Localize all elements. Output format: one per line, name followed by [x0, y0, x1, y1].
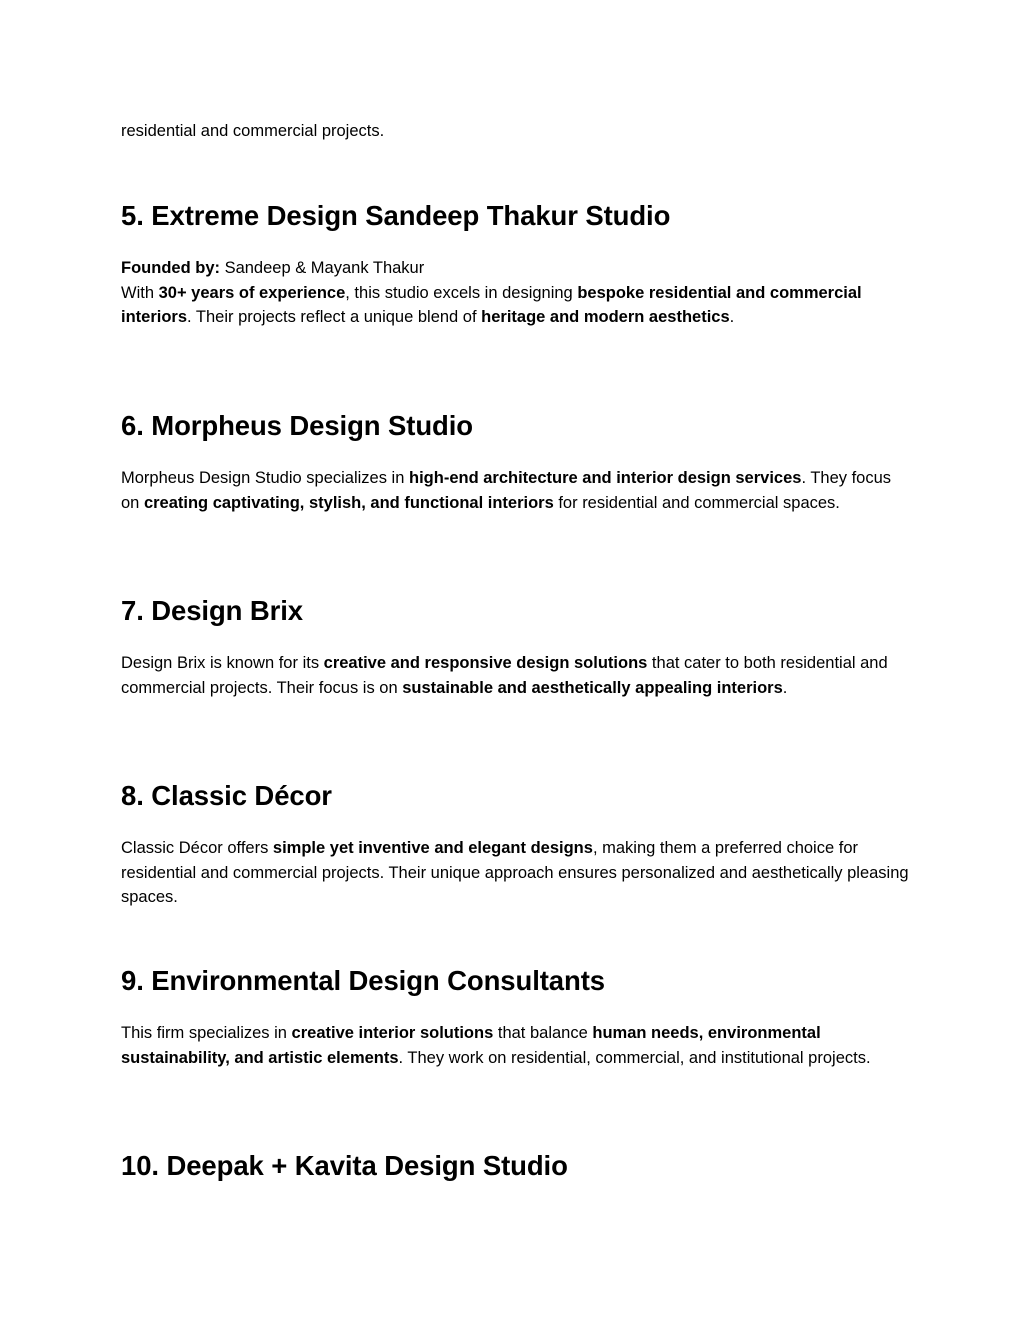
text-run: With [121, 283, 159, 302]
text-run: for residential and commercial spaces. [553, 493, 840, 512]
text-run: . [782, 678, 788, 697]
text-run: . [729, 308, 735, 326]
section-paragraph [121, 651, 911, 700]
section-heading: 8. Classic Décor [121, 780, 332, 811]
founded-label: Founded by: [121, 259, 220, 277]
bold-run: simple yet inventive and elegant designs [272, 839, 593, 857]
intro-paragraph: residential and commercial projects. [121, 122, 385, 140]
text-run: that cater to both residential and commercial projects. Their focus is on [121, 654, 888, 697]
text-run: This firm specializes in [121, 1024, 292, 1042]
text-run: that balance [493, 1024, 593, 1042]
section-heading: 9. Environmental Design Consultants [121, 965, 605, 996]
section-paragraph [121, 836, 911, 910]
founded-value: Sandeep & Mayank Thakur [219, 259, 425, 277]
section-heading: 5. Extreme Design Sandeep Thakur Studio [121, 200, 671, 231]
section-paragraph [121, 281, 911, 330]
bold-run: 30+ years of experience [158, 283, 346, 302]
bold-run: human needs, environmental sustainability, and artistic elements [121, 1024, 821, 1067]
text-run: . They focus on [121, 469, 892, 512]
section-heading: 10. Deepak + Kavita Design Studio [121, 1150, 568, 1181]
bold-run: high-end architecture and interior design services [409, 469, 802, 487]
text-run: . Their projects reflect a unique blend of [187, 308, 482, 326]
bold-run: bespoke residential and commercial interiors [121, 283, 862, 326]
section-8 [121, 779, 911, 910]
bold-run: sustainable and aesthetically appealing interiors [402, 678, 783, 697]
section-7 [121, 594, 911, 700]
text-run: , this studio excels in designing [345, 283, 578, 302]
text-run: Morpheus Design Studio specializes in [121, 469, 409, 487]
bold-run: creative and responsive design solutions [323, 654, 648, 672]
bold-run: heritage and modern aesthetics [481, 308, 730, 326]
section-10 [121, 1149, 911, 1183]
section-heading: 7. Design Brix [121, 595, 303, 626]
section-paragraph [121, 1021, 911, 1070]
section-5 [121, 199, 911, 330]
bold-run: creative interior solutions [291, 1024, 494, 1042]
bold-run: creating captivating, stylish, and functional interiors [143, 493, 554, 512]
section-9 [121, 964, 911, 1070]
text-run: Classic Décor offers [121, 839, 273, 857]
section-paragraph [121, 466, 911, 515]
section-heading: 6. Morpheus Design Studio [121, 410, 473, 441]
text-run: , making them a preferred choice for residential and commercial projects. Their unique approach ensures personalized and aesthetically pleasing spaces. [121, 839, 909, 906]
text-run: Design Brix is known for its [121, 654, 324, 672]
text-run: . They work on residential, commercial, and institutional projects. [398, 1048, 871, 1067]
section-6 [121, 409, 911, 515]
founded-line [121, 256, 911, 281]
